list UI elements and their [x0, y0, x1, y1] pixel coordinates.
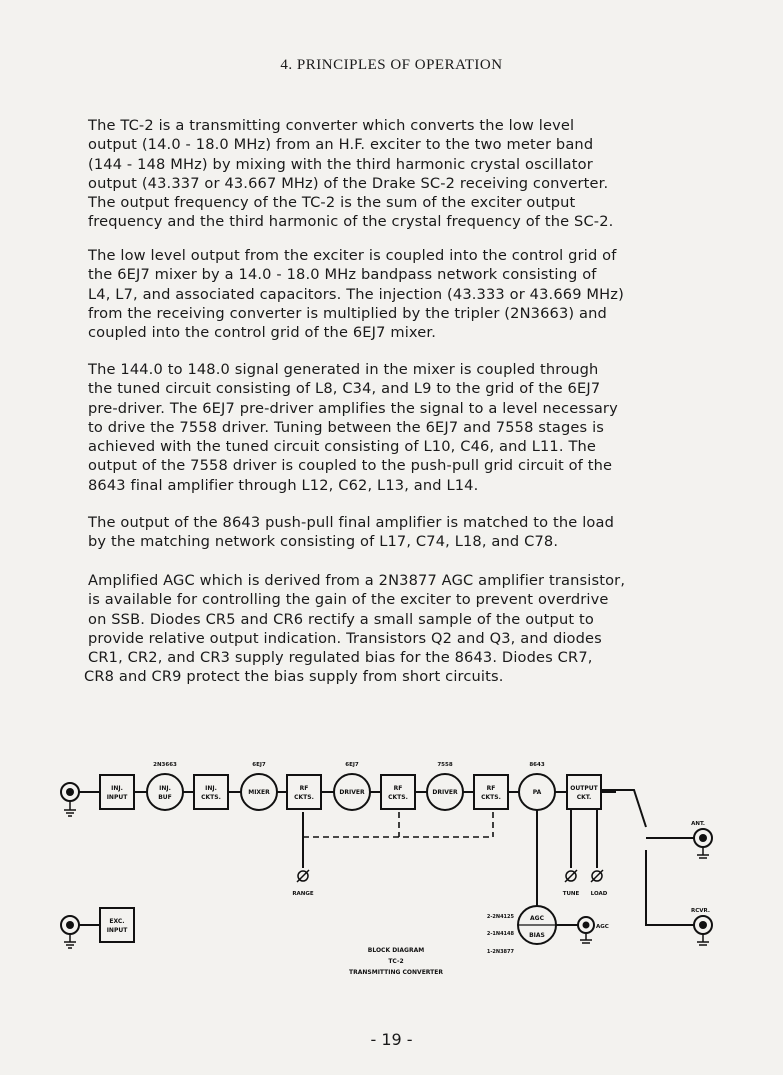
paragraph-agc: [84, 571, 708, 687]
block-label: BIAS: [529, 932, 545, 939]
text-line: Amplified AGC which is derived from a 2N3877 AGC amplifier transistor,: [88, 572, 626, 589]
block-label: PA: [532, 789, 542, 796]
mixer-type-label: 6EJ7: [252, 762, 266, 768]
block-label: CKTS.: [201, 794, 221, 801]
ant-label: ANT.: [691, 821, 705, 827]
block-label: AGC: [530, 915, 544, 922]
block-label: OUTPUT: [570, 785, 598, 792]
exc-jack-icon: [61, 916, 79, 948]
page-number: - 19 -: [370, 1030, 413, 1049]
inj-input-block: [100, 775, 134, 809]
text-line: output (43.337 or 43.667 MHz) of the Drake SC-2 receiving converter.: [88, 174, 609, 192]
block-label: RF: [393, 785, 403, 792]
block-label: INJ.: [111, 785, 123, 792]
caption-line: TRANSMITTING CONVERTER: [349, 969, 443, 976]
driver-type-label: 7558: [437, 762, 453, 768]
rcvr-jack-icon: [694, 916, 712, 945]
text-line: the tuned circuit consisting of L8, C34, and L9 to the grid of the 6EJ7: [88, 380, 601, 398]
paragraph-mixer: [88, 246, 708, 342]
text-line: achieved with the tuned circuit consisting of L10, C46, and L11. The: [88, 438, 597, 456]
text-line: The TC-2 is a transmitting converter which converts the low level: [88, 117, 575, 134]
text-line: CR8 and CR9 protect the bias supply from short circuits.: [84, 668, 504, 686]
text-line: The low level output from the exciter is coupled into the control grid of: [88, 247, 617, 264]
inj-ckts-block: [194, 775, 228, 809]
block-label: INPUT: [106, 794, 128, 801]
block-label: INPUT: [106, 927, 128, 934]
output-ckt-block: [567, 775, 601, 809]
semiconductor-note: 1-2N3877: [486, 949, 514, 955]
block-label: CKT.: [576, 794, 592, 801]
load-knob-icon: [591, 870, 603, 882]
block-label: CKTS.: [388, 794, 408, 801]
block-label: MIXER: [248, 789, 270, 796]
inj-jack-icon: [61, 783, 79, 816]
exc-input-block: [100, 908, 134, 942]
range-label: RANGE: [292, 891, 314, 897]
block-label: INJ.: [205, 785, 217, 792]
block-label: DRIVER: [339, 789, 365, 796]
text-line: frequency and the third harmonic of the crystal frequency of the SC-2.: [88, 213, 614, 231]
text-line: The output frequency of the TC-2 is the sum of the exciter output: [88, 194, 576, 212]
semiconductor-note: 2-1N4148: [486, 931, 514, 937]
tripler-type-label: 2N3663: [153, 762, 177, 768]
tune-label: TUNE: [562, 891, 580, 897]
text-line: on SSB. Diodes CR5 and CR6 rectify a small sample of the output to: [88, 610, 594, 628]
rf-ckts-block-3: [474, 775, 508, 809]
semiconductor-note: 2-2N4125: [486, 914, 514, 920]
text-line: L4, L7, and associated capacitors. The injection (43.333 or 43.669 MHz): [88, 285, 624, 303]
text-line: by the matching network consisting of L17, C74, L18, and C78.: [88, 533, 559, 551]
rcvr-line: [646, 850, 696, 925]
text-line: The 144.0 to 148.0 signal generated in the mixer is coupled through: [88, 361, 599, 378]
predriver-type-label: 6EJ7: [345, 762, 359, 768]
tune-knob-icon: [565, 870, 577, 882]
block-label: BUF: [158, 794, 172, 801]
block-label: DRIVER: [432, 789, 458, 796]
text-line: from the receiving converter is multiplied by the tripler (2N3663) and: [88, 304, 607, 322]
caption-line: BLOCK DIAGRAM: [367, 947, 425, 954]
block-label: RF: [299, 785, 309, 792]
text-line: the 6EJ7 mixer by a 14.0 - 18.0 MHz bandpass network consisting of: [88, 266, 597, 284]
agc-out-label: AGC: [596, 924, 609, 930]
paragraph-overview: [88, 116, 708, 232]
text-line: output of the 7558 driver is coupled to the push-pull grid circuit of the: [88, 457, 613, 475]
paragraph-driver: [88, 360, 708, 495]
text-line: coupled into the control grid of the 6EJ7 mixer.: [88, 324, 436, 342]
inj-buf-stage: [147, 774, 183, 810]
agc-jack-icon: [578, 917, 594, 943]
block-label: CKTS.: [294, 794, 314, 801]
ant-jack-icon: [694, 829, 712, 858]
rcvr-label: RCVR.: [691, 908, 710, 914]
text-line: 8643 final amplifier through L12, C62, L13, and L14.: [88, 476, 479, 494]
text-line: to drive the 7558 driver. Tuning between the 6EJ7 and 7558 stages is: [88, 418, 605, 436]
range-knob-icon: [297, 870, 309, 882]
block-label: RF: [486, 785, 496, 792]
text-line: CR1, CR2, and CR3 supply regulated bias for the 8643. Diodes CR7,: [88, 649, 593, 667]
rf-ckts-block-1: [287, 775, 321, 809]
text-line: (144 - 148 MHz) by mixing with the third harmonic crystal oscillator: [88, 155, 593, 173]
section-heading: 4. PRINCIPLES OF OPERATION: [280, 57, 503, 73]
block-label: EXC.: [109, 918, 125, 925]
text-line: output (14.0 - 18.0 MHz) from an H.F. exciter to the two meter band: [88, 136, 594, 154]
text-line: pre-driver. The 6EJ7 pre-driver amplifies the signal to a level necessary: [88, 399, 618, 417]
text-line: The output of the 8643 push-pull final amplifier is matched to the load: [88, 514, 614, 531]
block-label: INJ.: [159, 785, 171, 792]
block-label: CKTS.: [481, 794, 501, 801]
pa-type-label: 8643: [529, 762, 545, 768]
output-line: [598, 790, 646, 827]
load-label: LOAD: [590, 891, 608, 897]
caption-line: TC-2: [388, 958, 404, 965]
block-diagram: [60, 750, 726, 985]
text-line: provide relative output indication. Transistors Q2 and Q3, and diodes: [88, 629, 602, 647]
rf-ckts-block-2: [381, 775, 415, 809]
text-line: is available for controlling the gain of the exciter to prevent overdrive: [88, 591, 609, 609]
paragraph-final-amp: [88, 513, 708, 552]
